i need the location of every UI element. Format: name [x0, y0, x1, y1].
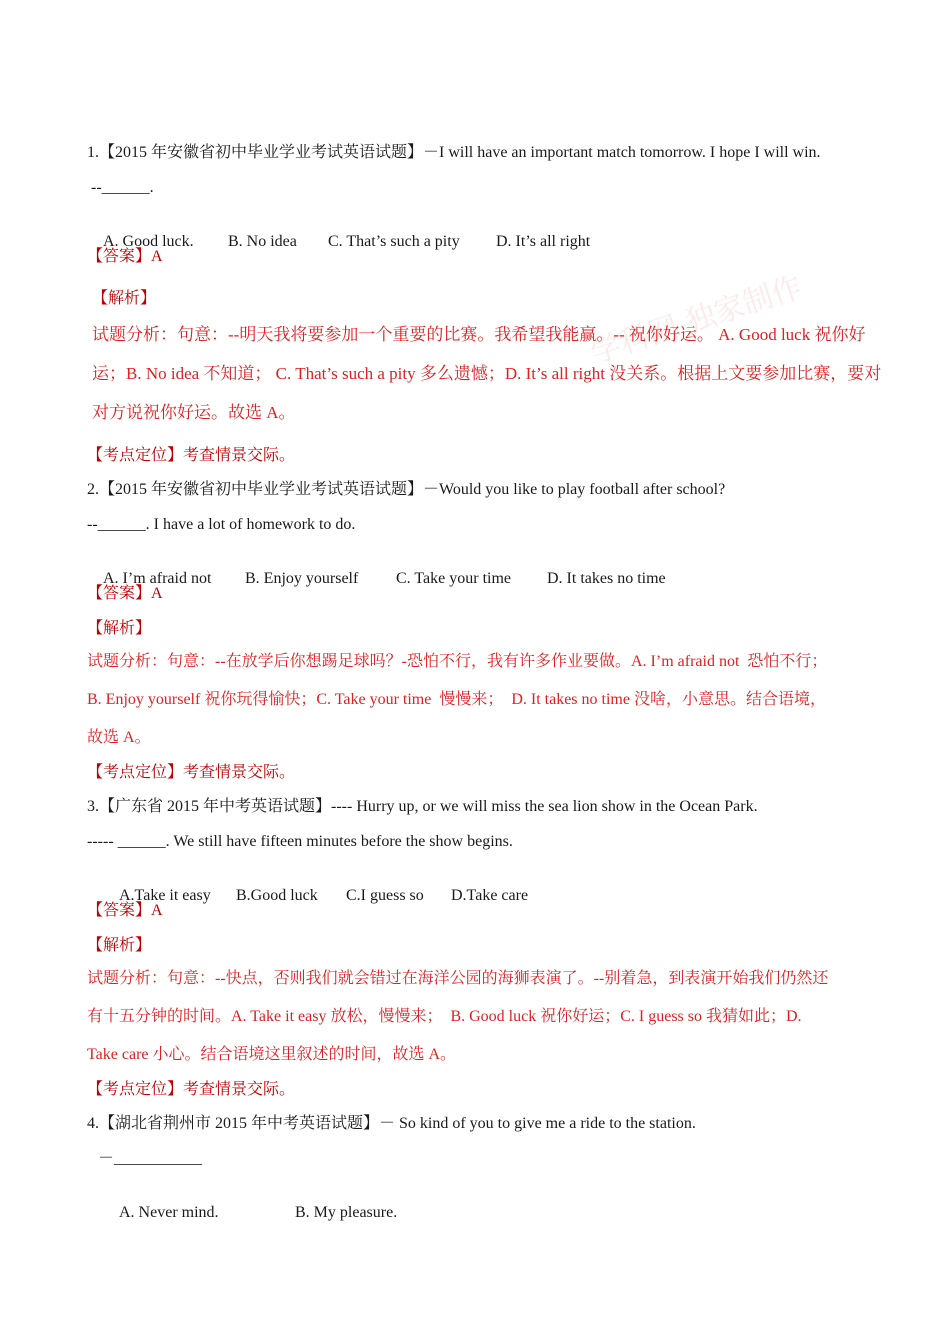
q2-options	[95, 549, 666, 589]
q1-option-b: B. No idea	[228, 233, 297, 250]
q2-analysis-line1: 试题分析：句意：--在放学后你想踢足球吗？-恐怕不行，我有许多作业要做。A. I’m afraid not 恐怕不行；	[87, 653, 828, 670]
q3-option-b: B.Good luck	[236, 887, 318, 904]
q2-stem: 2.【2015 年安徽省初中毕业学业考试英语试题】－Would you like to play football after school?	[87, 481, 726, 498]
q4-options	[111, 1183, 397, 1223]
q1-blank: --______.	[91, 179, 154, 196]
q2-option-d: D. It takes no time	[547, 570, 666, 587]
q3-options	[111, 866, 528, 906]
q4-blank: －___________	[98, 1150, 203, 1167]
q2-option-c: C. Take your time	[396, 570, 512, 587]
q3-stem: 3.【广东省 2015 年中考英语试题】---- Hurry up, or we will miss the sea lion show in the Ocean Park.	[87, 798, 758, 815]
q3-answer: 【答案】A	[87, 902, 163, 919]
q1-option-a: A. Good luck.	[103, 233, 194, 250]
q3-analysis-line2: 有十五分钟的时间。A. Take it easy 放松，慢慢来； B. Good luck 祝你好运；C. I guess so 我猜如此；D.	[87, 1008, 802, 1025]
q1-analysis-line3: 对方说祝你好运。故选 A。	[92, 403, 296, 422]
q2-answer: 【答案】A	[87, 585, 163, 602]
q2-option-b: B. Enjoy yourself	[245, 570, 359, 587]
q1-analysis-label: 【解析】	[92, 290, 157, 307]
q4-option-a: A. Never mind.	[119, 1204, 219, 1221]
q3-option-a: A.Take it easy	[119, 887, 211, 904]
q1-answer: 【答案】A	[87, 248, 163, 265]
q3-analysis-line1: 试题分析：句意：--快点，否则我们就会错过在海洋公园的海狮表演了。--别着急，到表演开始我们仍然还	[87, 970, 829, 987]
q3-point: 【考点定位】考查情景交际。	[87, 1081, 296, 1098]
q2-analysis-line2: B. Enjoy yourself 祝你玩得愉快；C. Take your time 慢慢来； D. It takes no time 没啥，小意思。结合语境，	[87, 691, 826, 708]
q2-blank: --______. I have a lot of homework to do.	[87, 516, 356, 533]
q2-option-a: A. I’m afraid not	[103, 570, 212, 587]
watermark: 学科网 独家制作	[586, 269, 807, 371]
q1-point: 【考点定位】考查情景交际。	[87, 447, 296, 464]
q1-options	[95, 212, 590, 252]
q1-analysis-line2: 运；B. No idea 不知道； C. That’s such a pity 多么遗憾；D. It’s all right 没关系。根据上文要参加比赛，要对	[92, 364, 882, 383]
q3-option-c: C.I guess so	[346, 887, 424, 904]
q2-analysis-label: 【解析】	[87, 620, 152, 637]
q1-option-d: D. It’s all right	[496, 233, 591, 250]
q1-analysis-line1: 试题分析：句意：--明天我将要参加一个重要的比赛。我希望我能赢。-- 祝你好运。 A. Good luck 祝你好	[92, 325, 866, 344]
q3-analysis-label: 【解析】	[87, 937, 152, 954]
q4-stem: 4.【湖北省荆州市 2015 年中考英语试题】－ So kind of you to give me a ride to the station.	[87, 1115, 696, 1132]
q1-stem: 1.【2015 年安徽省初中毕业学业考试英语试题】－I will have an important match tomorrow. I hope I will win.	[87, 144, 821, 161]
q3-option-d: D.Take care	[451, 887, 529, 904]
q3-blank: ----- ______. We still have fifteen minutes before the show begins.	[87, 833, 513, 850]
q3-analysis-line3: Take care 小心。结合语境这里叙述的时间，故选 A。	[87, 1046, 457, 1063]
q2-analysis-line3: 故选 A。	[87, 729, 151, 746]
q1-option-c: C. That’s such a pity	[328, 233, 460, 250]
q2-point: 【考点定位】考查情景交际。	[87, 764, 296, 781]
q4-option-b: B. My pleasure.	[295, 1204, 398, 1221]
